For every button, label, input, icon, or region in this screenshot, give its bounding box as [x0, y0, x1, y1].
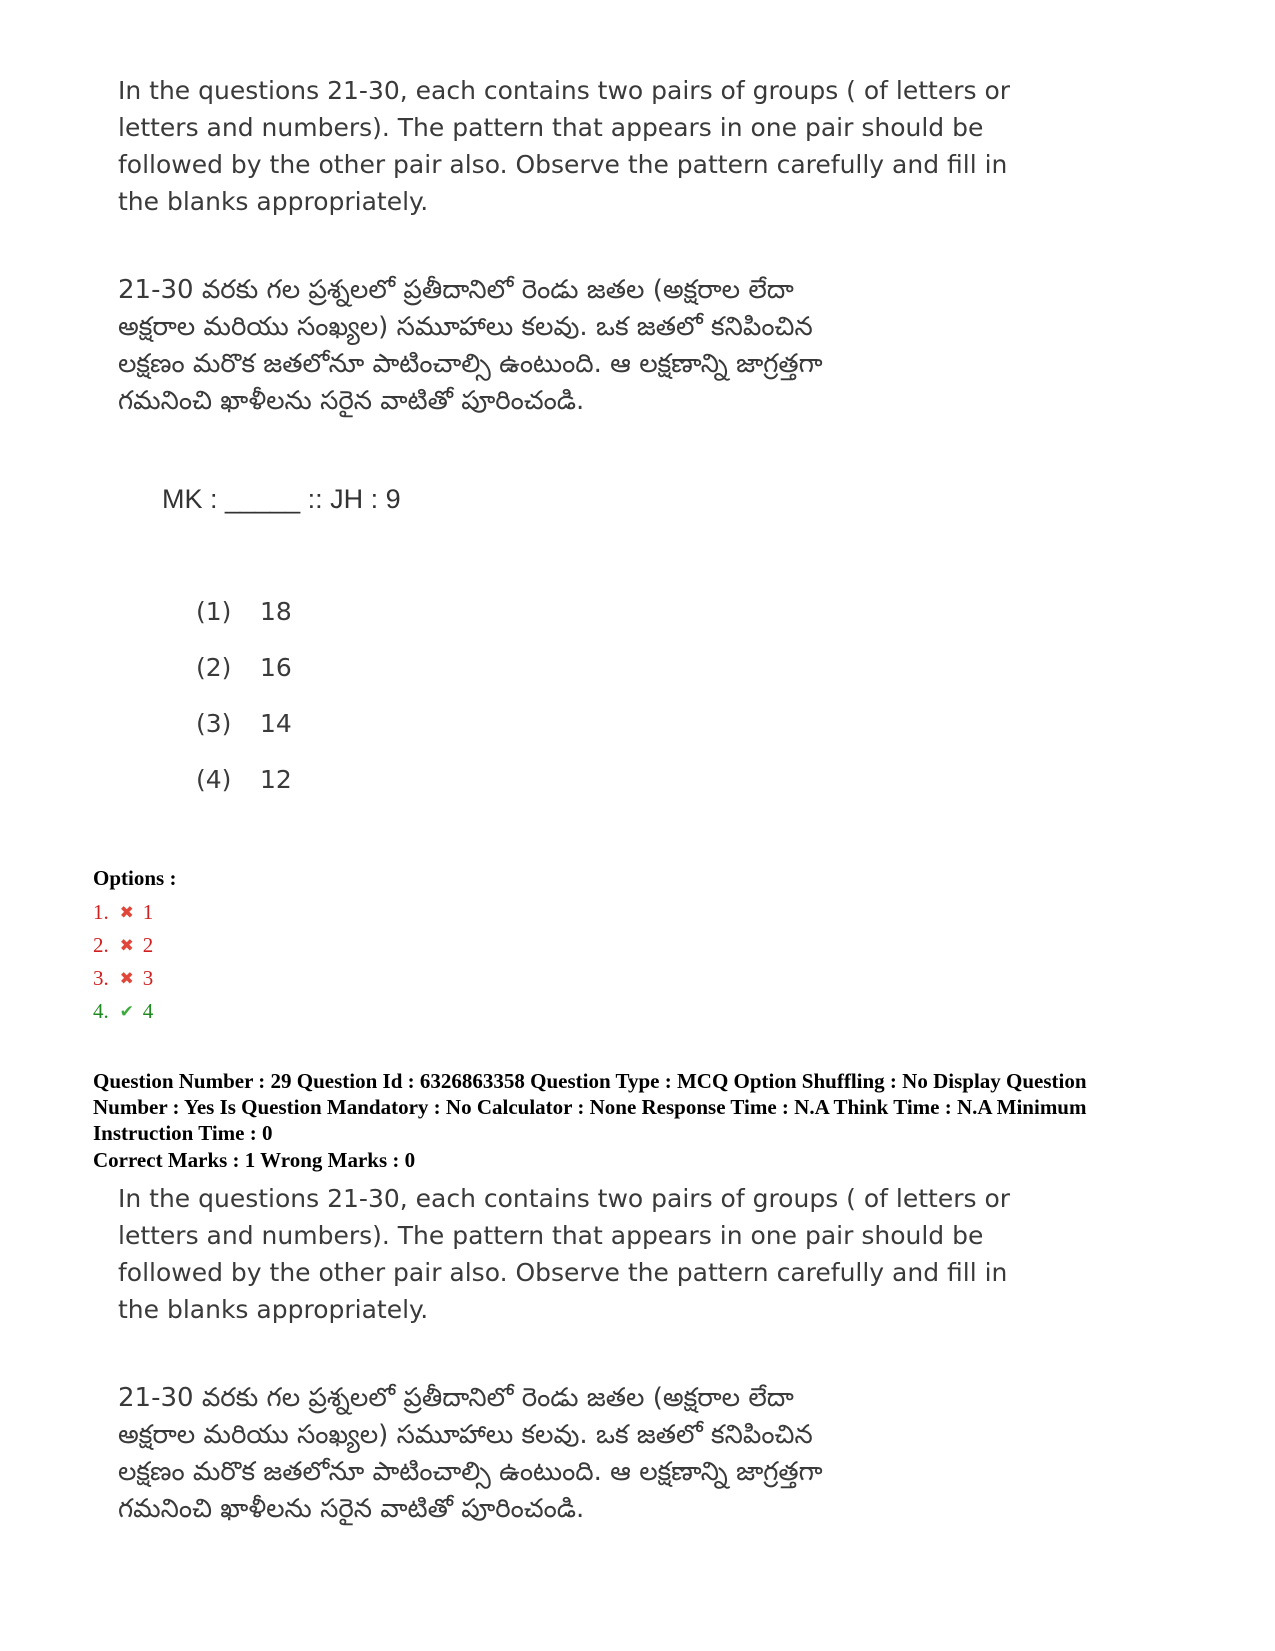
option-value: 3 — [142, 966, 154, 990]
option-value: 1 — [142, 900, 154, 924]
option-value: 2 — [142, 933, 154, 957]
instruction-line: letters and numbers). The pattern that appears in one pair should be — [118, 1221, 984, 1250]
instruction-line: అక్షరాల మరియు సంఖ్యల) సమూహాలు కలవు. ఒక జతలో కనిపించిన — [118, 1420, 813, 1450]
option-item — [93, 962, 153, 995]
metadata-line: Instruction Time : 0 — [93, 1121, 273, 1145]
option-index: 2. — [93, 933, 109, 957]
instruction-line: అక్షరాల మరియు సంఖ్యల) సమూహాలు కలవు. ఒక జతలో కనిపించిన — [118, 312, 813, 342]
cross-icon: ✖ — [119, 968, 134, 988]
choice-value: 12 — [260, 764, 292, 794]
instruction-line: followed by the other pair also. Observe the pattern carefully and fill in — [118, 1258, 1008, 1287]
choice-number: (3) — [196, 708, 232, 738]
choice-item — [196, 639, 292, 695]
choice-value: 14 — [260, 708, 292, 738]
answer-choices — [196, 583, 292, 807]
instruction-line: the blanks appropriately. — [118, 1295, 429, 1324]
option-item — [93, 995, 153, 1028]
instruction-line: the blanks appropriately. — [118, 187, 429, 216]
choice-number: (2) — [196, 652, 232, 682]
instruction-line: In the questions 21-30, each contains two pairs of groups ( of letters or — [118, 76, 1011, 105]
instruction-line: 21-30 వరకు గల ప్రశ్నలలో ప్రతీదానిలో రెండు జతల (అక్షరాల లేదా — [118, 1383, 794, 1413]
cross-icon: ✖ — [119, 935, 134, 955]
instructions-english — [118, 1180, 1018, 1328]
choice-item — [196, 695, 292, 751]
choice-value: 16 — [260, 652, 292, 682]
instruction-line: లక్షణం మరొక జతలోనూ పాటించాల్సి ఉంటుంది. ఆ లక్షణాన్ని జాగ్రత్తగా — [118, 349, 823, 379]
instruction-line: గమనించి ఖాళీలను సరైన వాటితో పూరించండి. — [118, 1494, 585, 1524]
choice-value: 18 — [260, 596, 292, 626]
options-heading: Options : — [93, 866, 177, 890]
metadata-line: Question Number : 29 Question Id : 6326863358 Question Type : MCQ Option Shuffling : No Display Question — [93, 1069, 1087, 1093]
instruction-line: లక్షణం మరొక జతలోనూ పాటించాల్సి ఉంటుంది. ఆ లక్షణాన్ని జాగ్రత్తగా — [118, 1457, 823, 1487]
choice-number: (4) — [196, 764, 232, 794]
choice-number: (1) — [196, 596, 232, 626]
marks-line: Correct Marks : 1 Wrong Marks : 0 — [93, 1148, 416, 1172]
choice-item — [196, 583, 292, 639]
instruction-line: In the questions 21-30, each contains two pairs of groups ( of letters or — [118, 1184, 1011, 1213]
instruction-line: గమనించి ఖాళీలను సరైన వాటితో పూరించండి. — [118, 386, 585, 416]
instructions-telugu — [118, 272, 1018, 420]
choice-item — [196, 751, 292, 807]
check-icon: ✔ — [119, 1001, 134, 1021]
options-list — [93, 896, 153, 1028]
instructions-telugu — [118, 1380, 1018, 1528]
instruction-line: 21-30 వరకు గల ప్రశ్నలలో ప్రతీదానిలో రెండు జతల (అక్షరాల లేదా — [118, 275, 794, 305]
option-item — [93, 896, 153, 929]
metadata-line: Number : Yes Is Question Mandatory : No Calculator : None Response Time : N.A Think Time : N.A Minimum — [93, 1095, 1087, 1119]
instruction-line: followed by the other pair also. Observe the pattern carefully and fill in — [118, 150, 1008, 179]
analogy-pair: MK : _____ :: JH : 9 — [162, 484, 401, 514]
option-index: 3. — [93, 966, 109, 990]
option-index: 4. — [93, 999, 109, 1023]
option-item — [93, 929, 153, 962]
option-index: 1. — [93, 900, 109, 924]
instructions-english — [118, 72, 1018, 220]
cross-icon: ✖ — [119, 902, 134, 922]
option-value: 4 — [142, 999, 154, 1023]
instruction-line: letters and numbers). The pattern that appears in one pair should be — [118, 113, 984, 142]
question-metadata — [93, 1068, 1193, 1146]
